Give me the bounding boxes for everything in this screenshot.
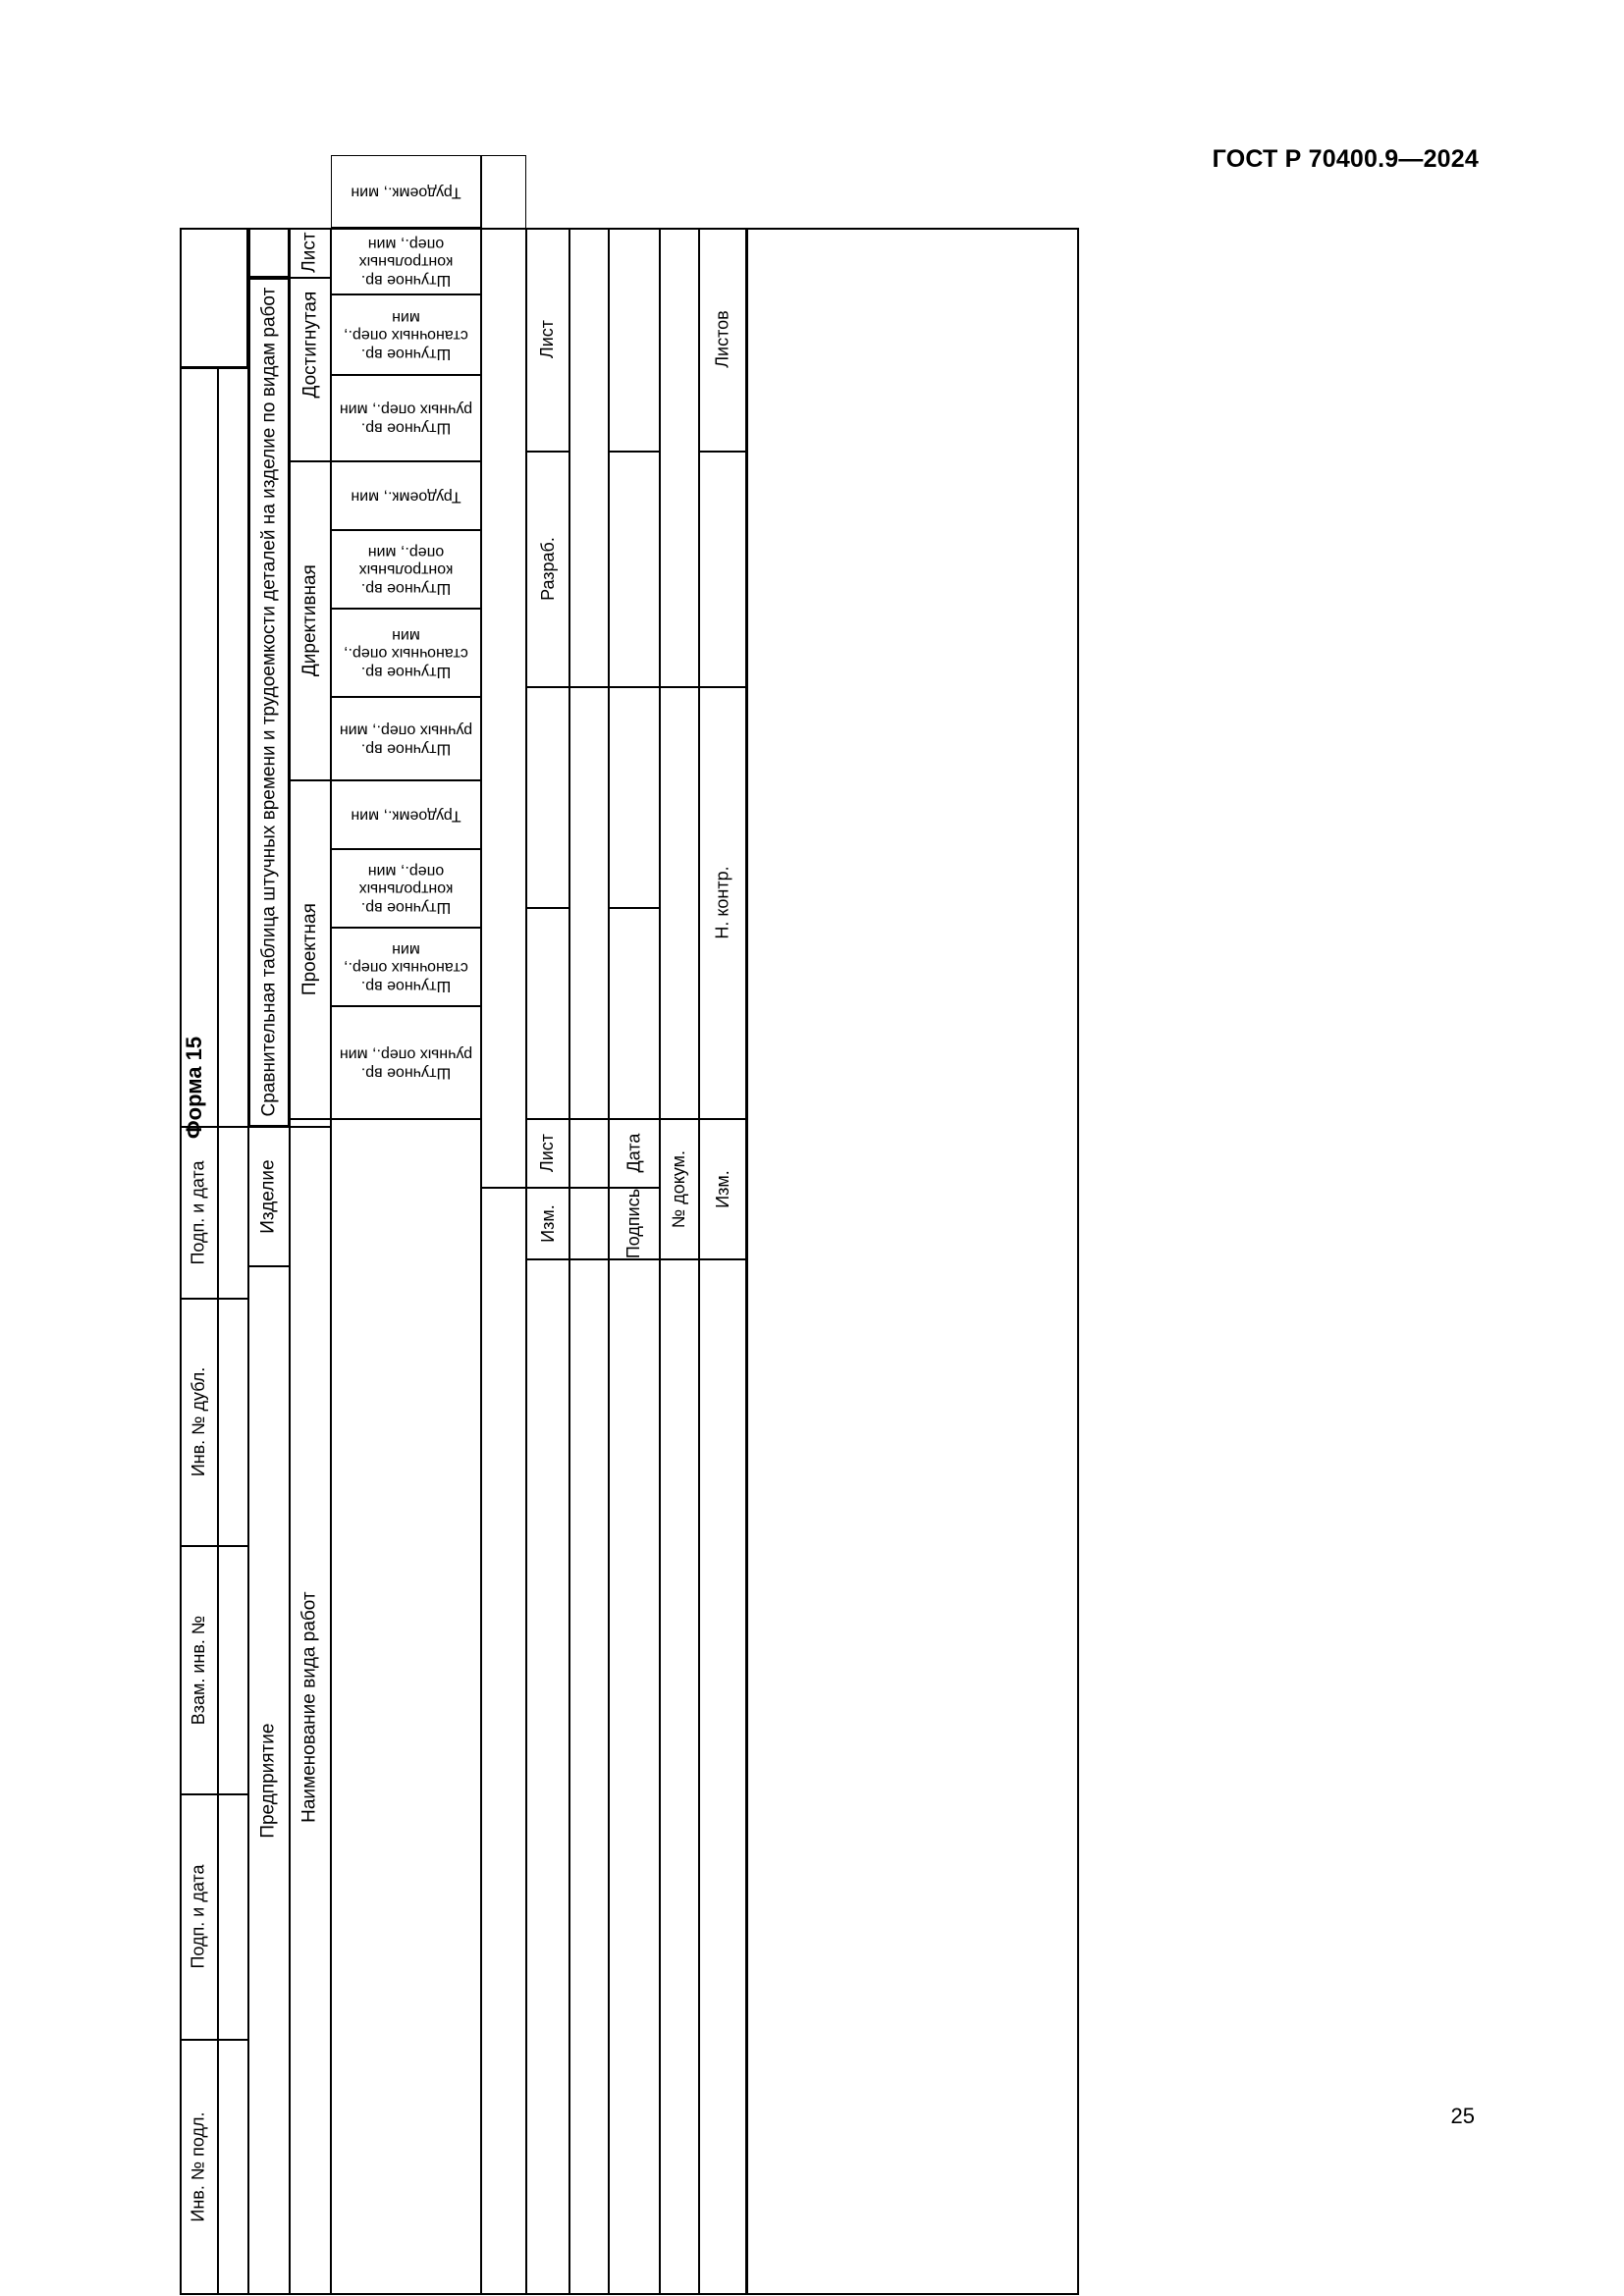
measure-header-2-1-text: Трудоемк., мин <box>351 488 461 506</box>
work-type-rows-area[interactable] <box>331 1119 481 2295</box>
measure-header-3-3-text: Штучное вр. станочных опер., мин <box>344 940 468 995</box>
measure-values-column[interactable] <box>481 155 526 1188</box>
stamp-header-dokum <box>660 1119 699 1259</box>
measure-header-1-1-text: Трудоемк., мин <box>351 184 461 201</box>
stamp-sheet-label-text: Лист <box>537 320 558 359</box>
work-type-label-cell-text: Наименование вида работ <box>298 1591 320 1823</box>
group-header-Проектная-text: Проектная <box>298 903 320 996</box>
measure-header-1-3 <box>331 294 481 375</box>
stamp-role-razrab-text: Разраб. <box>537 537 558 602</box>
margin-label-podp-data-2-text: Подп. и дата <box>188 1160 208 1265</box>
measure-header-3-4-text: Штучное вр. ручных опер., мин <box>339 1045 473 1082</box>
stamp-header-podpis <box>609 1188 660 1259</box>
stamp-header-dokum-text: № докум. <box>669 1149 689 1229</box>
measure-header-3-4 <box>331 1006 481 1119</box>
margin-blank-upper-right[interactable] <box>218 368 248 1127</box>
margin-label-inv-podl <box>180 2040 218 2295</box>
stamp-blank-g[interactable] <box>609 1259 660 2295</box>
stamp-header-data <box>609 1119 660 1188</box>
stamp-role-nkontr-text: Н. контр. <box>712 866 732 940</box>
margin-blank-top <box>180 228 248 368</box>
measure-header-2-2 <box>331 530 481 609</box>
stamp-blank-o[interactable] <box>699 1259 746 2295</box>
work-type-label-cell <box>290 1119 331 2295</box>
measure-header-3-1 <box>331 780 481 849</box>
group-header-Достигнутая-text: Достигнутая <box>298 291 320 399</box>
measure-header-3-1-text: Трудоемк., мин <box>351 807 461 825</box>
stamp-header-izm-3 <box>699 1119 746 1259</box>
stamp-blank-c[interactable] <box>526 687 569 908</box>
measure-header-2-2-text: Штучное вр. контрольных опер., мин <box>358 543 454 598</box>
stamp-role-razrab <box>526 452 569 687</box>
margin-label-podp-data-1-text: Подп. и дата <box>188 1864 208 1970</box>
measure-header-3-2-text: Штучное вр. контрольных опер., мин <box>358 862 454 917</box>
stamp-blank-b[interactable] <box>526 908 569 1119</box>
margin-label-podp-data-1 <box>180 1794 218 2040</box>
stamp-blank-d[interactable] <box>569 1259 609 2295</box>
margin-label-podp-data-2 <box>180 1127 218 1299</box>
measure-header-2-4 <box>331 697 481 780</box>
margin-label-inv-dubl <box>180 1299 218 1546</box>
margin-field-inv-podl[interactable] <box>218 2040 248 2295</box>
form-title-cell <box>248 278 290 1127</box>
stamp-blank-f[interactable] <box>569 228 609 687</box>
stamp-blank-k[interactable] <box>609 228 660 452</box>
measure-header-1-1 <box>331 155 481 228</box>
stamp-blank-h[interactable] <box>609 908 660 1119</box>
stamp-blank-a[interactable] <box>526 1259 569 2295</box>
stamp-izm-field-1[interactable] <box>569 1188 609 1259</box>
stamp-blank-j[interactable] <box>609 452 660 687</box>
stamp-blank-n[interactable] <box>660 228 699 687</box>
stamp-sheet-label <box>526 228 569 452</box>
stamp-blank-m[interactable] <box>660 687 699 1119</box>
stamp-sheets-label <box>699 228 746 452</box>
measure-header-2-1 <box>331 461 481 530</box>
stamp-list-field-1[interactable] <box>569 1119 609 1188</box>
page-number: 25 <box>1450 2104 1475 2128</box>
group-header-Проектная <box>290 780 331 1119</box>
title-cap-cell <box>248 228 290 278</box>
margin-field-podp-data-1[interactable] <box>218 1794 248 2040</box>
stamp-right-blank[interactable] <box>746 228 1079 2295</box>
margin-field-podp-data-2[interactable] <box>218 1127 248 1299</box>
margin-field-vzam-inv[interactable] <box>218 1546 248 1794</box>
measure-header-1-2-text: Штучное вр. контрольных опер., мин <box>358 235 454 290</box>
group-header-Достигнутая <box>290 228 331 461</box>
measure-header-2-3 <box>331 609 481 697</box>
stamp-blank-i[interactable] <box>609 687 660 908</box>
company-label-cell-text: Предприятие <box>257 1723 279 1839</box>
work-type-values-column[interactable] <box>481 1188 526 2295</box>
margin-label-inv-dubl-text: Инв. № дубл. <box>188 1367 208 1477</box>
margin-blank-upper-left <box>180 368 218 1127</box>
stamp-blank-l[interactable] <box>660 1259 699 2295</box>
measure-header-1-4-text: Штучное вр. ручных опер., мин <box>339 401 473 437</box>
standard-header: ГОСТ Р 70400.9—2024 <box>1212 145 1479 173</box>
stamp-header-podpis-text: Подпись <box>623 1188 644 1259</box>
stamp-header-izm-2-text: Изм. <box>537 1204 558 1243</box>
stamp-header-data-text: Дата <box>623 1134 644 1173</box>
margin-label-vzam-inv <box>180 1546 218 1794</box>
measure-header-2-4-text: Штучное вр. ручных опер., мин <box>339 721 473 758</box>
measure-header-3-3 <box>331 928 481 1006</box>
measure-header-3-2 <box>331 849 481 928</box>
group-header-Директивная-text: Директивная <box>298 564 320 677</box>
measure-header-1-4 <box>331 375 481 461</box>
stamp-blank-p[interactable] <box>699 452 746 687</box>
measure-header-1-2 <box>331 228 481 294</box>
stamp-header-izm-2 <box>526 1188 569 1259</box>
stamp-sheets-label-text: Листов <box>712 310 732 369</box>
group-header-Директивная <box>290 461 331 780</box>
margin-label-inv-podl-text: Инв. № подл. <box>188 2111 208 2223</box>
stamp-role-nkontr <box>699 687 746 1119</box>
sheet-label-top-cell-text: Лист <box>298 232 320 274</box>
measure-header-1-3-text: Штучное вр. станочных опер., мин <box>344 308 468 363</box>
margin-field-inv-dubl[interactable] <box>218 1299 248 1546</box>
stamp-header-izm-3-text: Изм. <box>712 1170 732 1208</box>
measure-header-2-3-text: Штучное вр. станочных опер., мин <box>344 626 468 681</box>
product-label-cell <box>248 1127 290 1266</box>
product-label-cell-text: Изделие <box>257 1159 279 1234</box>
company-label-cell <box>248 1266 290 2295</box>
stamp-header-list-2-text: Лист <box>537 1134 558 1173</box>
form-title-cell-text: Сравнительная таблица штучных времени и трудоемкости деталей на изделие по видам работ <box>257 288 279 1117</box>
margin-label-vzam-inv-text: Взам. инв. № <box>188 1615 208 1726</box>
stamp-header-list-2 <box>526 1119 569 1188</box>
form-label: Форма 15 <box>182 1036 206 1140</box>
stamp-blank-e[interactable] <box>569 687 609 1119</box>
